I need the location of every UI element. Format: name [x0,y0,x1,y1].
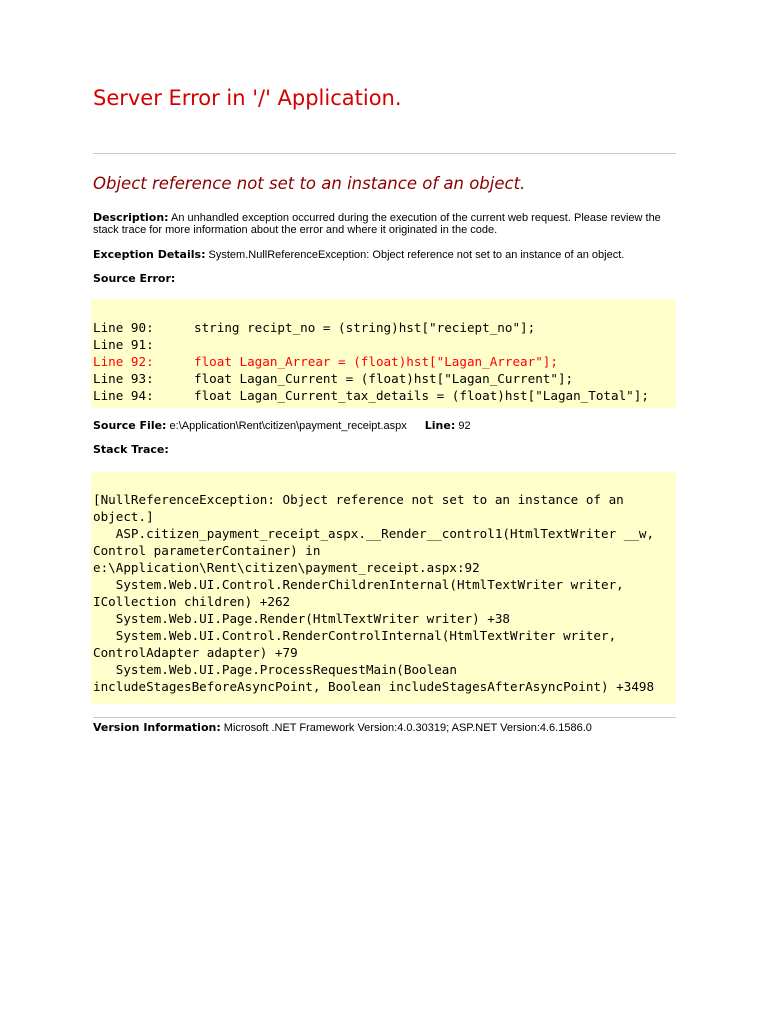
source-line-code: float Lagan_Current_tax_details = (float)hst["Lagan_Total"]; [194,388,649,403]
version-text: Microsoft .NET Framework Version:4.0.30319; ASP.NET Version:4.6.1586.0 [220,722,592,734]
source-line [93,387,676,404]
stack-trace-line: System.Web.UI.Control.RenderControlInternal(HtmlTextWriter writer, [93,628,617,643]
description-section [93,212,676,236]
stack-trace-line: ASP.citizen_payment_receipt_aspx.__Render__control1(HtmlTextWriter __w, [93,526,655,541]
source-file-section [93,420,676,432]
stack-trace-line: ControlAdapter adapter) +79 [93,645,298,660]
source-error-label: Source Error: [93,272,176,285]
error-message: Object reference not set to an instance of an object. [93,174,526,193]
stack-trace-line: Control parameterContainer) in [93,543,321,558]
source-file-path: e:\Application\Rent\citizen\payment_receipt.aspx [166,420,407,432]
stack-trace-block[interactable] [91,472,676,704]
stack-trace-line: System.Web.UI.Page.Render(HtmlTextWriter writer) +38 [93,611,511,626]
source-code-block[interactable] [91,299,676,408]
source-line [93,319,676,336]
page-title: Server Error in '/' Application. [93,86,402,110]
exception-details-section [93,249,676,261]
stack-trace-section [93,444,676,456]
source-line-number: Line 91: [93,337,154,352]
stack-trace-line: ICollection children) +262 [93,594,291,609]
stack-trace-line: [NullReferenceException: Object reference not set to an instance of an [93,492,624,507]
top-divider [93,153,676,154]
source-line-number: Line 92: [93,354,154,369]
exception-details-label: Exception Details: [93,248,206,261]
source-error-section [93,273,676,285]
source-line [93,336,676,353]
bottom-divider [93,717,676,718]
stack-trace-label: Stack Trace: [93,443,169,456]
stack-trace-line: e:\Application\Rent\citizen\payment_receipt.aspx:92 [93,560,480,575]
line-label: Line: [424,419,456,432]
exception-details-text: System.NullReferenceException: Object reference not set to an instance of an object. [205,249,625,261]
line-number: 92 [455,420,471,432]
source-line-code: string recipt_no = (string)hst["reciept_no"]; [194,320,536,335]
stack-trace-line: System.Web.UI.Control.RenderChildrenInternal(HtmlTextWriter writer, [93,577,624,592]
version-section [93,722,676,734]
stack-trace-line: object.] [93,509,154,524]
source-line-number: Line 90: [93,320,154,335]
source-line-error [93,353,676,370]
source-line-number: Line 93: [93,371,154,386]
description-text: An unhandled exception occurred during the execution of the current web request. Please review the stack trace for more information about the error and where it originated in the code. [93,212,661,236]
source-file-label: Source File: [93,419,167,432]
description-label: Description: [93,211,169,224]
stack-trace-line: includeStagesBeforeAsyncPoint, Boolean includeStagesAfterAsyncPoint) +3498 [93,679,655,694]
stack-trace-line: System.Web.UI.Page.ProcessRequestMain(Boolean [93,662,457,677]
source-line-number: Line 94: [93,388,154,403]
source-line [93,370,676,387]
version-label: Version Information: [93,721,221,734]
source-line-code: float Lagan_Arrear = (float)hst["Lagan_Arrear"]; [194,354,558,369]
source-line-code: float Lagan_Current = (float)hst["Lagan_Current"]; [194,371,574,386]
